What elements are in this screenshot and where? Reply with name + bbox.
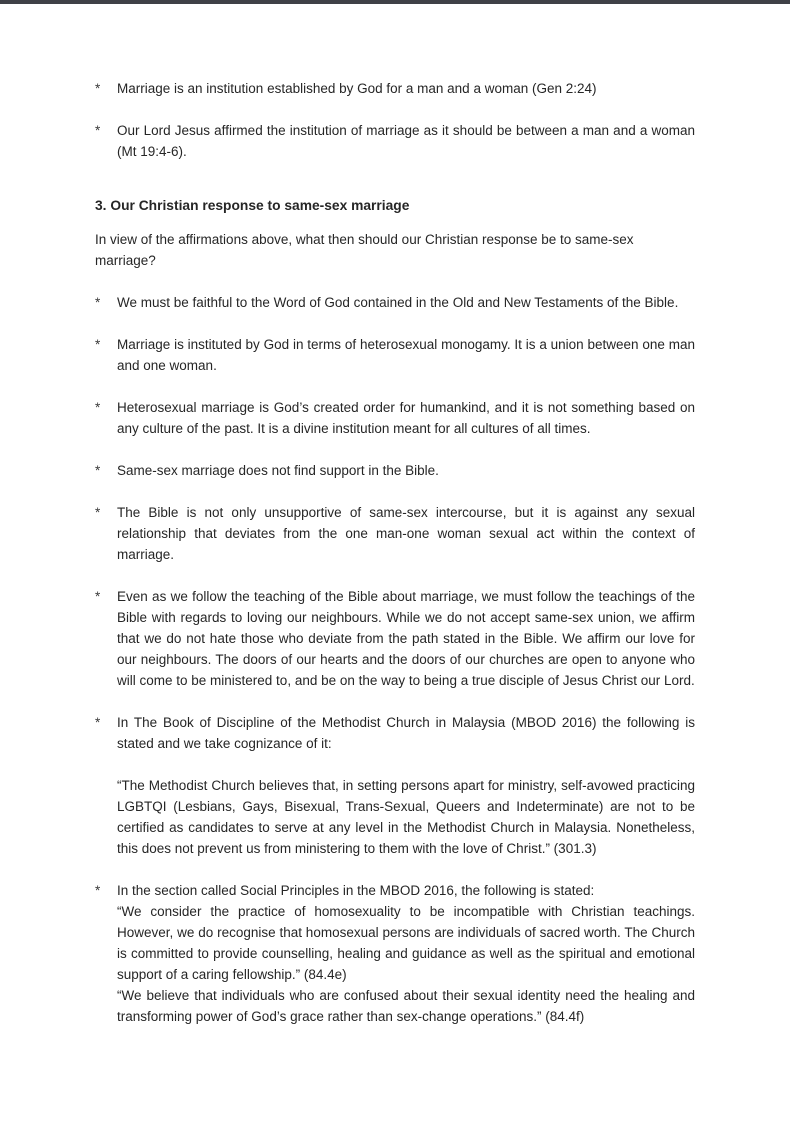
asterisk-bullet-icon: * (95, 81, 101, 96)
asterisk-bullet-icon: * (95, 505, 101, 520)
asterisk-bullet-icon: * (95, 589, 101, 604)
section-heading: 3. Our Christian response to same-sex marriage (95, 198, 410, 213)
bullet-text: Even as we follow the teaching of the Bible about marriage, we must follow the teachings of the Bible with regards to loving our neighbours. While we do not accept same-sex union, we affirm that we do not hate those who deviate from the path stated in the Bible. We affirm our love for our neighbours. The doors of our hearts and the doors of our churches are open to anyone who will come to be ministered to, and be on the way to being a true disciple of Jesus Christ our Lord. (117, 589, 695, 688)
mbod-quote-paragraph: “The Methodist Church believes that, in setting persons apart for ministry, self-avowed practicing LGBTQI (Lesbians, Gays, Bisexual, Trans-Sexual, Queers and Indeterminate) are not to be certified as candidates to serve at any level in the Methodist Church in Malaysia. Nonetheless, this does not prevent us from ministering to them with the love of Christ.” (301.3) (117, 778, 695, 856)
social-principles-quote-84-4e: “We consider the practice of homosexuality to be incompatible with Christian teachings. However, we do recognise that homosexual persons are individuals of sacred worth. The Church is committed to provide counselling, healing and guidance as well as the spiritual and emotional support of a caring fellowship.” (84.4e) (117, 904, 695, 982)
list-item (95, 120, 695, 162)
list-item (95, 502, 695, 565)
asterisk-bullet-icon: * (95, 715, 101, 730)
list-item (95, 292, 695, 313)
list-item (95, 397, 695, 439)
document-page (0, 4, 790, 1088)
bullet-text: Our Lord Jesus affirmed the institution of marriage as it should be between a man and a woman (Mt 19:4-6). (117, 123, 695, 159)
asterisk-bullet-icon: * (95, 463, 101, 478)
list-item (95, 78, 695, 99)
bullet-text: Same-sex marriage does not find support in the Bible. (117, 463, 439, 478)
list-item (95, 586, 695, 691)
social-principles-intro: In the section called Social Principles in the MBOD 2016, the following is stated: (117, 883, 595, 898)
asterisk-bullet-icon: * (95, 400, 101, 415)
social-principles-quote-84-4f: “We believe that individuals who are confused about their sexual identity need the healing and transforming power of God’s grace rather than sex-change operations.” (84.4f) (117, 988, 695, 1024)
intro-paragraph: In view of the affirmations above, what then should our Christian response be to same-sex marriage? (95, 232, 634, 268)
list-item (95, 880, 695, 1027)
bullet-text: We must be faithful to the Word of God contained in the Old and New Testaments of the Bible. (117, 295, 679, 310)
bullet-text: Marriage is instituted by God in terms of heterosexual monogamy. It is a union between one man and one woman. (117, 337, 695, 373)
list-item (95, 712, 695, 754)
bullet-text: In The Book of Discipline of the Methodist Church in Malaysia (MBOD 2016) the following is stated and we take cognizance of it: (117, 715, 695, 751)
bullet-text: The Bible is not only unsupportive of same-sex intercourse, but it is against any sexual relationship that deviates from the one man-one woman sexual act within the context of marriage. (117, 505, 695, 562)
bullet-text: Heterosexual marriage is God’s created order for humankind, and it is not something based on any culture of the past. It is a divine institution meant for all cultures of all times. (117, 400, 695, 436)
list-item (95, 334, 695, 376)
asterisk-bullet-icon: * (95, 123, 101, 138)
asterisk-bullet-icon: * (95, 295, 101, 310)
bullet-text: Marriage is an institution established by God for a man and a woman (Gen 2:24) (117, 81, 597, 96)
asterisk-bullet-icon: * (95, 337, 101, 352)
asterisk-bullet-icon: * (95, 883, 101, 898)
bullet-text (117, 880, 695, 1027)
list-item (95, 460, 695, 481)
